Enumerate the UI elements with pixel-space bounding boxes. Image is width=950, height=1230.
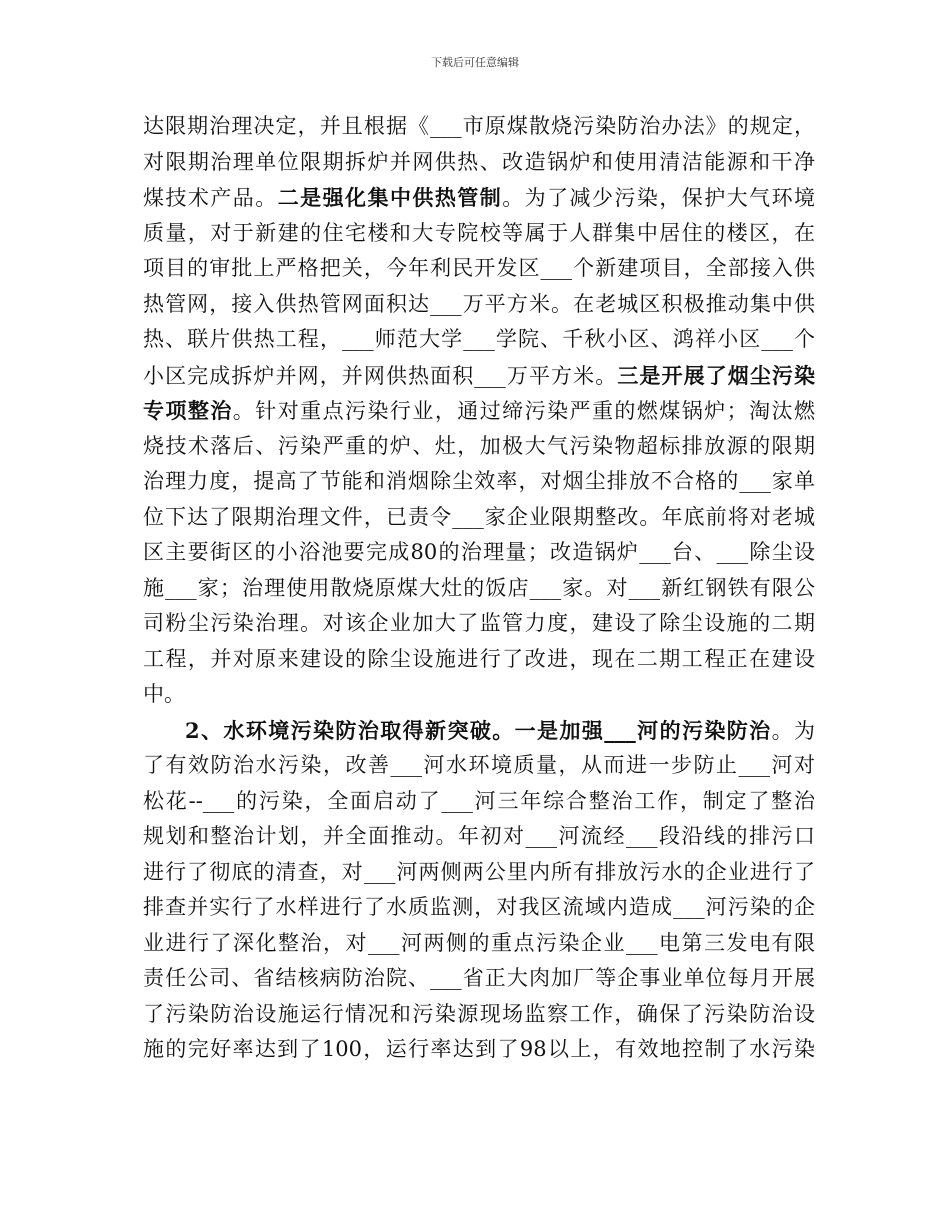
text-line — [143, 926, 815, 962]
text-line — [143, 216, 815, 252]
text-segment: 。为了减少污染，保护大气环境 — [502, 186, 816, 210]
text-line — [143, 429, 815, 465]
text-segment: 达限期治理决定，并且根据《___市原煤散烧污染防治办法》的规定， — [143, 114, 815, 138]
text-segment: 司粉尘污染治理。对该企业加大了监管力度，建设了除尘设施的二期 — [143, 611, 815, 635]
text-segment: 规划和整治计划，并全面推动。年初对___河流经___段沿线的排污口 — [143, 824, 815, 848]
text-line — [143, 251, 815, 287]
text-segment: 中。 — [143, 682, 185, 706]
text-segment: 位下达了限期治理文件，已责令___家企业限期整改。年底前将对老城 — [143, 504, 815, 529]
text-line — [143, 500, 815, 536]
text-segment: 工程，并对原来建设的除尘设施进行了改进，现在二期工程正在建设 — [143, 646, 815, 671]
text-segment: 煤技术产品。 — [143, 186, 278, 210]
text-line — [143, 180, 815, 216]
text-line — [143, 464, 815, 500]
text-segment: 了有效防治水污染，改善___河水环境质量，从而进一步防止___河对 — [143, 753, 815, 777]
text-segment: 了污染防治设施运行情况和污染源现场监察工作，确保了污染防治设 — [143, 1001, 815, 1026]
text-line — [143, 606, 815, 642]
text-segment: 。针对重点污染行业，通过缔污染严重的燃煤锅炉；淘汰燃 — [232, 399, 816, 423]
text-segment: 排查并实行了水样进行了水质监测，对我区流域内造成___河污染的企 — [143, 895, 815, 919]
text-line — [143, 713, 815, 749]
text-line — [143, 358, 815, 394]
text-line — [143, 571, 815, 607]
text-line — [143, 393, 815, 429]
text-segment: 烧技术落后、污染严重的炉、灶，加极大气污染物超标排放源的限期 — [143, 433, 815, 458]
text-line — [143, 677, 815, 713]
bold-text-segment: 专项整治 — [143, 398, 233, 423]
text-segment: 施___家；治理使用散烧原煤大灶的饭店___家。对___新红钢铁有限公 — [143, 575, 815, 600]
bold-text-segment: 二是强化集中供热管制 — [277, 185, 503, 210]
text-line — [143, 855, 815, 891]
text-segment: 责任公司、省结核病防治院、___省正大肉加厂等企事业单位每月开展 — [143, 966, 815, 990]
text-segment: 治理力度，提高了节能和消烟除尘效率，对烟尘排放不合格的___家单 — [143, 469, 815, 493]
bold-text-segment: 三是开展了烟尘污染 — [617, 362, 816, 388]
text-segment: 热管网，接入供热管网面积达___万平方米。在老城区积极推动集中供 — [143, 291, 815, 316]
text-line — [143, 287, 815, 323]
text-line — [143, 961, 815, 997]
text-line — [143, 997, 815, 1033]
text-line — [143, 322, 815, 358]
text-line — [143, 145, 815, 181]
text-segment: 对限期治理单位限期拆炉并网供热、改造锅炉和使用清洁能源和干净 — [143, 149, 815, 174]
text-line — [143, 784, 815, 820]
text-line — [143, 535, 815, 571]
text-segment: 进行了彻底的清查，对___河两侧两公里内所有排放污水的企业进行了 — [143, 859, 815, 884]
text-line — [143, 890, 815, 926]
text-segment: 。为 — [771, 718, 815, 743]
text-line — [143, 819, 815, 855]
text-segment: 业进行了深化整治，对___河两侧的重点污染企业___电第三发电有限 — [143, 930, 815, 955]
text-line — [143, 109, 815, 145]
text-segment: 松花--___的污染，全面启动了___河三年综合整治工作，制定了整治 — [143, 788, 815, 813]
bold-text-segment: 2、水环境污染防治取得新突破。一是加强___河的污染防治 — [185, 717, 772, 743]
text-segment: 施的完好率达到了100，运行率达到了98以上，有效地控制了水污染 — [143, 1037, 815, 1061]
text-line — [143, 642, 815, 678]
text-line — [143, 748, 815, 784]
text-segment: 项目的审批上严格把关，今年利民开发区___个新建项目，全部接入供 — [143, 256, 815, 280]
text-line — [143, 1032, 815, 1068]
document-body — [143, 109, 815, 1068]
text-segment: 小区完成拆炉并网，并网供热面积___万平方米。 — [143, 363, 618, 388]
text-segment: 质量，对于新建的住宅楼和大专院校等属于人群集中居住的楼区，在 — [143, 220, 815, 245]
text-segment: 热、联片供热工程，___师范大学___学院、千秋小区、鸿祥小区___个 — [143, 327, 815, 351]
page-header: 下载后可任意编辑 — [431, 56, 519, 69]
text-segment: 区主要街区的小浴池要完成80的治理量；改造锅炉___台、___除尘设 — [143, 540, 815, 564]
